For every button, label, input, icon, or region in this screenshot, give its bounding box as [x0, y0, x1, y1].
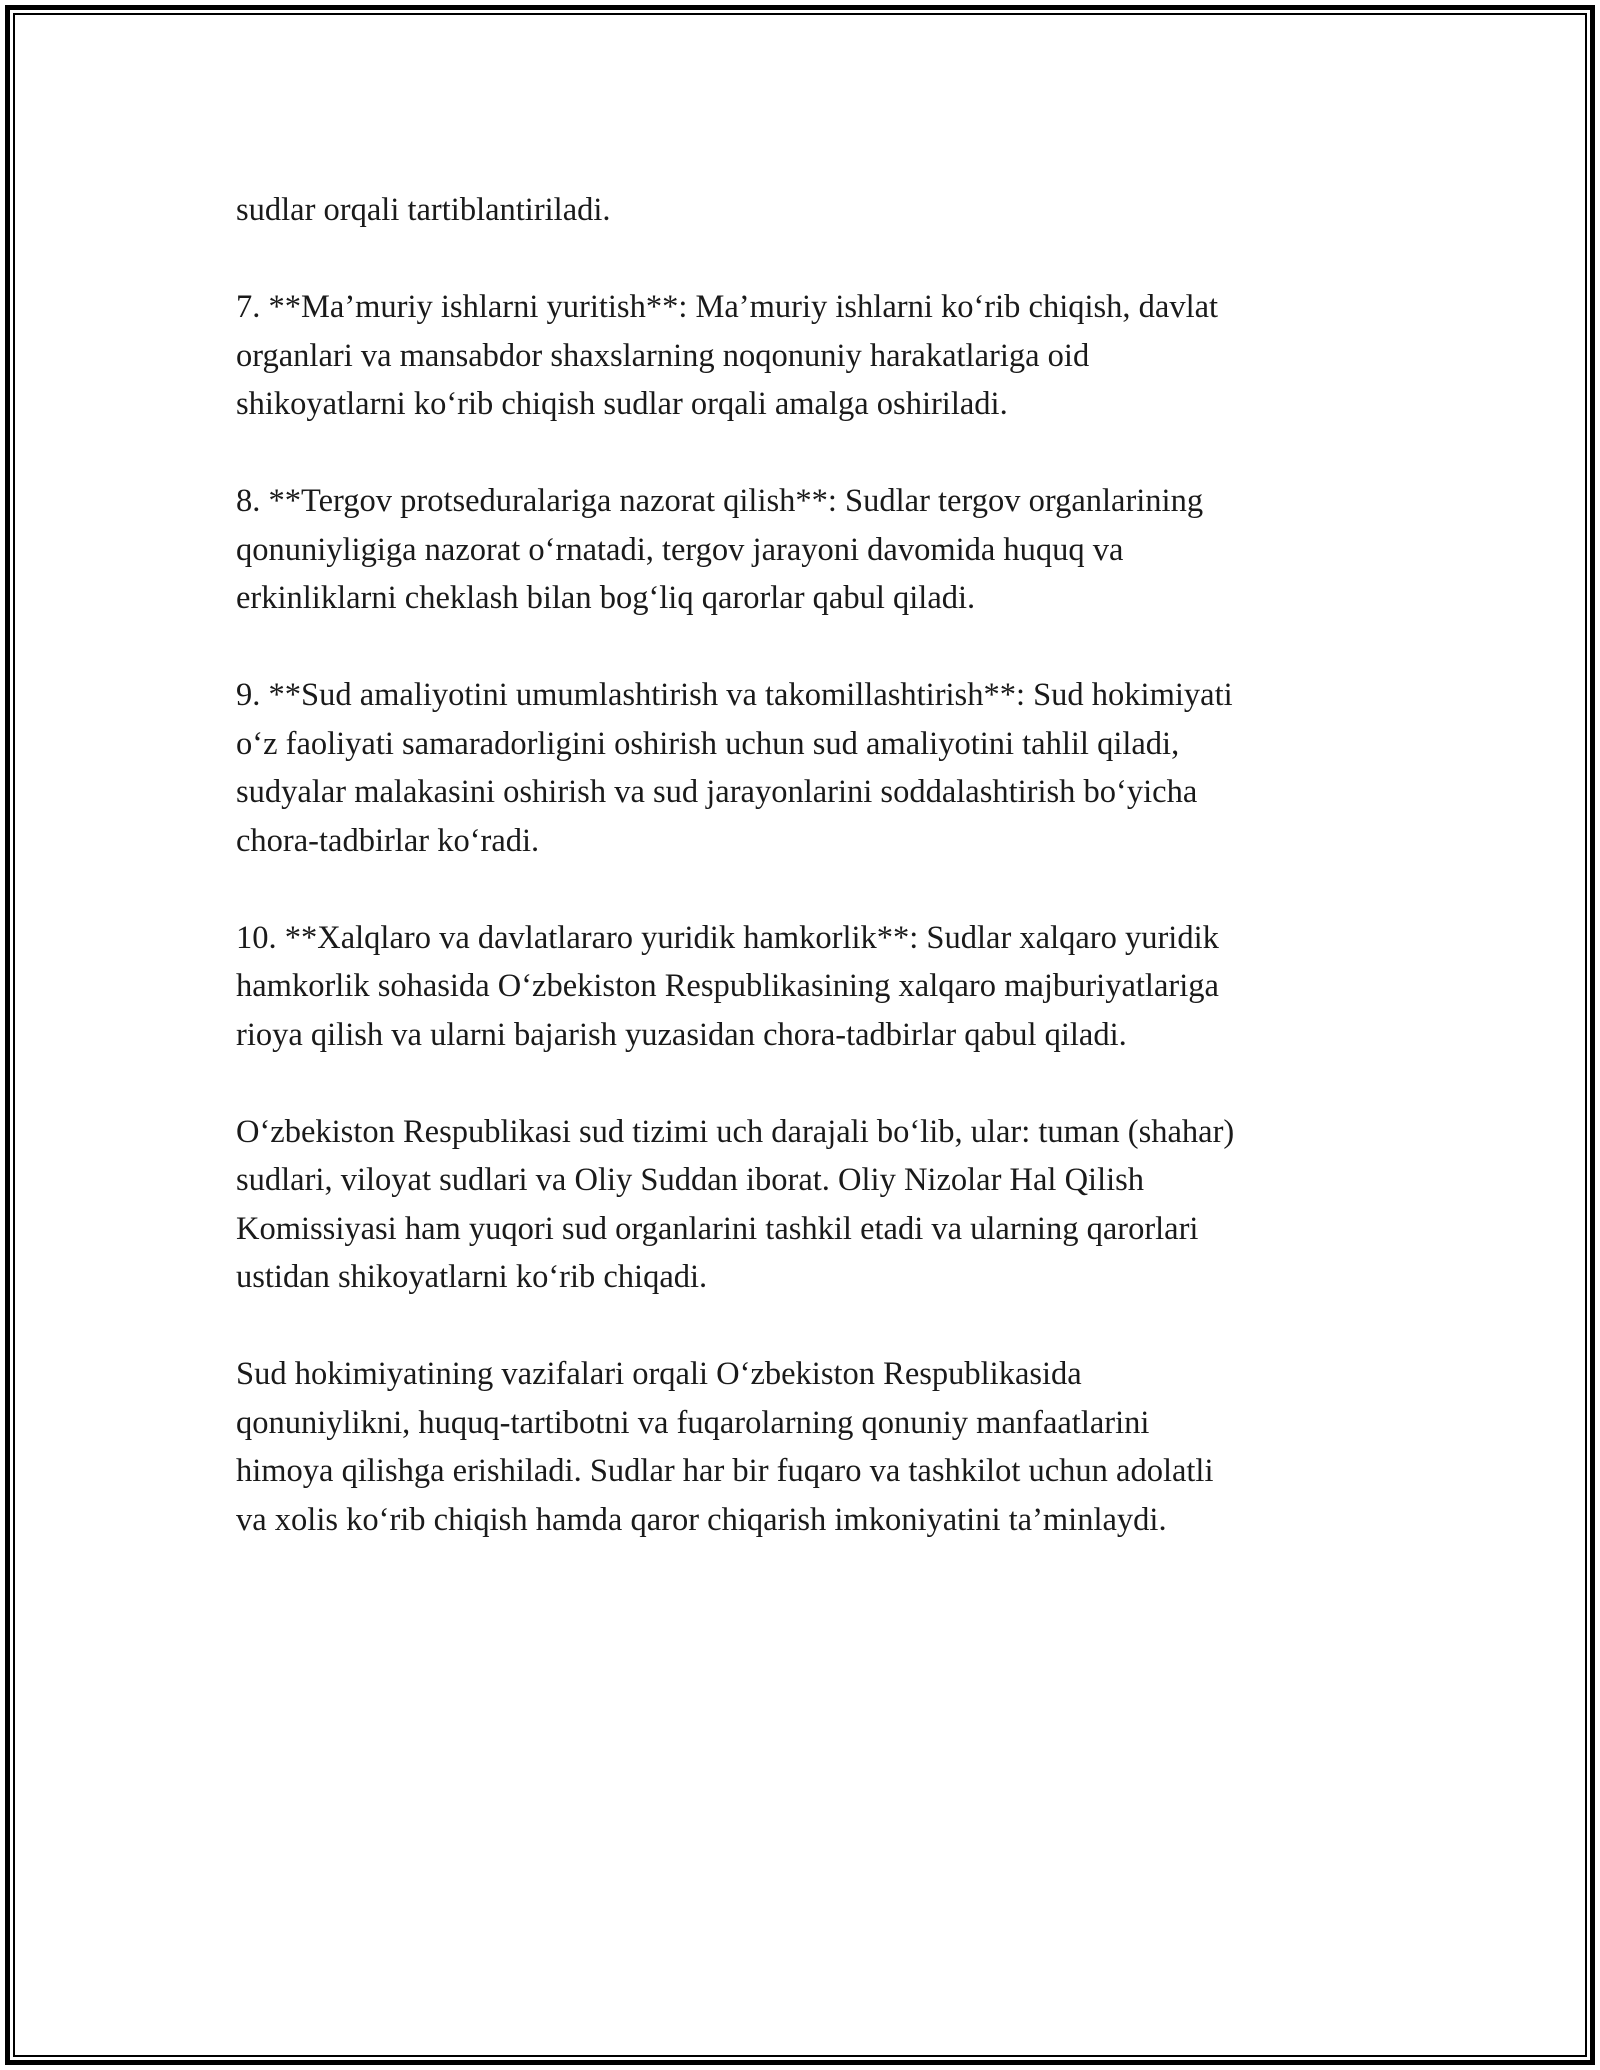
- paragraph-court-system: O‘zbekiston Respublikasi sud tizimi uch darajali bo‘lib, ular: tuman (shahar) sudlari, viloyat sudlari va Oliy Suddan iborat. Oliy Nizolar Hal Qilish Komissiyasi ham yuqori sud organlarini tashkil etadi va ularning qarorlari ustidan shikoyatlarni ko‘rib chiqadi.: [236, 1113, 1235, 1295]
- paragraph-item-10: 10. **Xalqlaro va davlatlararo yuridik hamkorlik**: Sudlar xalqaro yuridik hamkorlik sohasida O‘zbekiston Respublikasining xalqaro majburiyatlariga rioya qilish va ularni bajarish yuzasidan chora-tadbirlar qabul qiladi.: [236, 919, 1219, 1053]
- document-body: [236, 186, 1376, 1593]
- paragraph-item-7: 7. **Ma’muriy ishlarni yuritish**: Ma’muriy ishlarni ko‘rib chiqish, davlat organlari va mansabdor shaxslarning noqonuniy harakatlariga oid shikoyatlarni ko‘rib chiqish sudlar orqali amalga oshiriladi.: [236, 289, 1219, 422]
- paragraph-conclusion: Sud hokimiyatining vazifalari orqali O‘zbekiston Respublikasida qonuniylikni, huquq-tartibotni va fuqarolarning qonuniy manfaatlarini himoya qilishga erishiladi. Sudlar har bir fuqaro va tashkilot uchun adolatli va xolis ko‘rib chiqish hamda qaror chiqarish imkoniyatini ta’minlaydi.: [236, 1356, 1214, 1538]
- paragraph-continuation: sudlar orqali tartiblantiriladi.: [236, 192, 611, 228]
- paragraph-item-9: 9. **Sud amaliyotini umumlashtirish va takomillashtirish**: Sud hokimiyati o‘z faoliyati samaradorligini oshirish uchun sud amaliyotini tahlil qiladi, sudyalar malakasini oshirish va sud jarayonlarini soddalashtirish bo‘yicha chora-tadbirlar ko‘radi.: [236, 677, 1233, 859]
- paragraph-item-8: 8. **Tergov protseduralariga nazorat qilish**: Sudlar tergov organlarining qonuniyligiga nazorat o‘rnatadi, tergov jarayoni davomida huquq va erkinliklarni cheklash bilan bog‘liq qarorlar qabul qiladi.: [236, 483, 1204, 616]
